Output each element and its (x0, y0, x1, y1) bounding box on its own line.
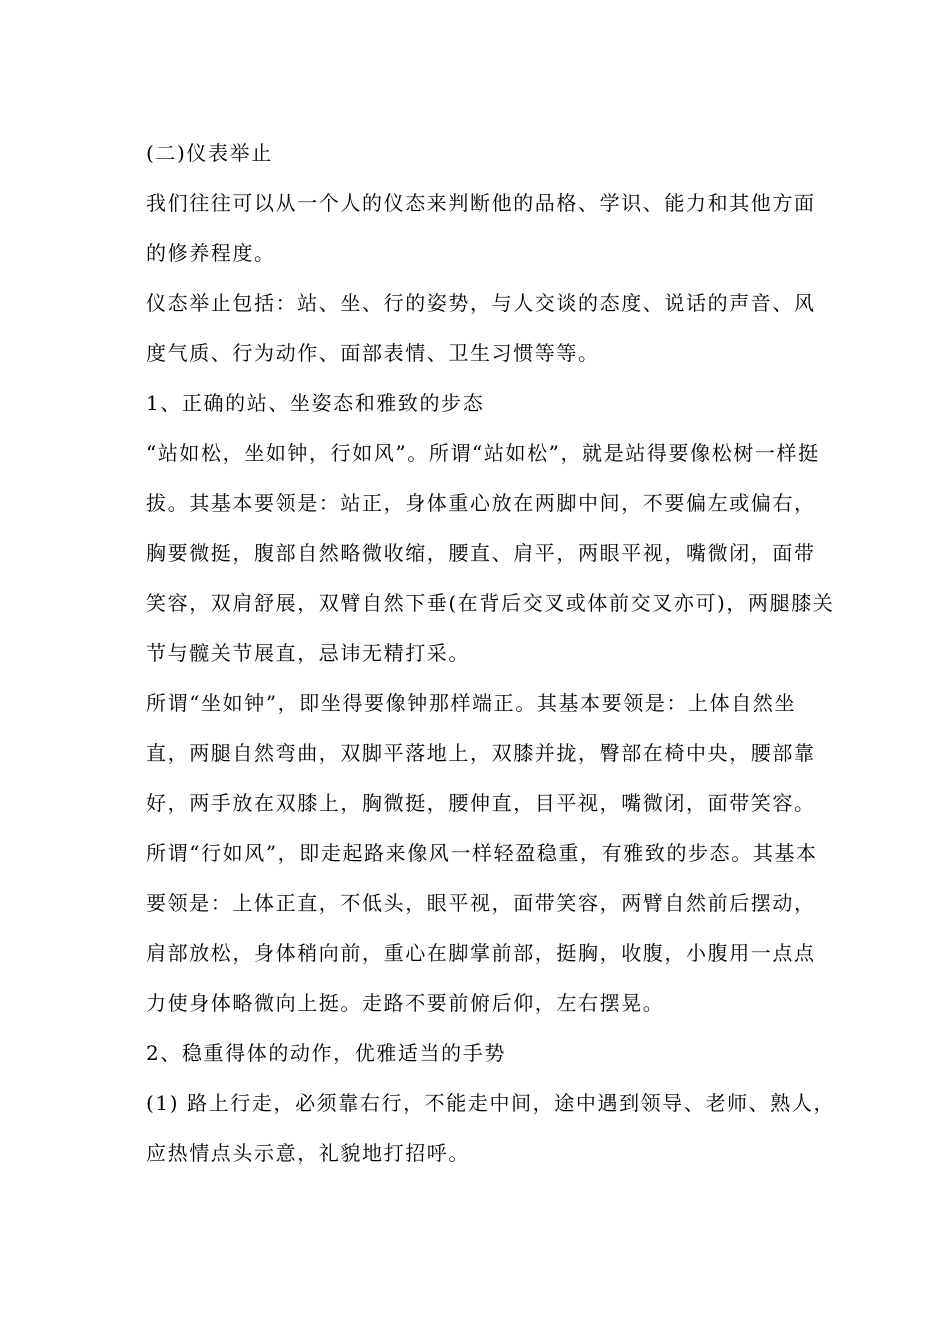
paragraph-walking: 所谓“行如风”，即走起路来像风一样轻盈稳重，有雅致的步态。其基本要领是：上体正直，不低头，眼平视，面带笑容，两臂自然前后摆动，肩部放松，身体稍向前，重心在脚掌前部，挺胸，收腹，小腹用一点点力使身体略微向上挺。走路不要前俯后仰，左右摆晃。 (146, 841, 818, 1015)
subheading-gestures: 2、稳重得体的动作，优雅适当的手势 (146, 1041, 506, 1065)
paragraph-standing: “站如松，坐如钟，行如风”。所谓“站如松”，就是站得要像松树一样挺拔。其基本要领是：站正，身体重心放在两脚中间，不要偏左或偏右，胸要微挺，腹部自然略微收缩，腰直、肩平，两眼平视，嘴微闭，面带笑容，双肩舒展，双臂自然下垂(在背后交叉或体前交叉亦可)，两腿膝关节与髋关节展直，忌讳无精打采。 (146, 441, 835, 665)
paragraph-components: 仪态举止包括：站、坐、行的姿势，与人交谈的态度、说话的声音、风度气质、行为动作、面部表情、卫生习惯等等。 (146, 291, 816, 365)
subheading-posture: 1、正确的站、坐姿态和雅致的步态 (146, 391, 485, 415)
section-heading: (二)仪表举止 (146, 141, 273, 165)
paragraph-sitting: 所谓“坐如钟”，即坐得要像钟那样端正。其基本要领是：上体自然坐直，两腿自然弯曲，双脚平落地上，双膝并拢，臀部在椅中央，腰部靠好，两手放在双膝上，胸微挺，腰伸直，目平视，嘴微闭，面带笑容。 (146, 691, 816, 815)
paragraph-intro: 我们往往可以从一个人的仪态来判断他的品格、学识、能力和其他方面的修养程度。 (146, 191, 816, 265)
document-body (146, 128, 836, 1178)
paragraph-walking-rule: (1) 路上行走，必须靠右行，不能走中间，途中遇到领导、老师、熟人，应热情点头示意，礼貌地打招呼。 (146, 1091, 836, 1165)
